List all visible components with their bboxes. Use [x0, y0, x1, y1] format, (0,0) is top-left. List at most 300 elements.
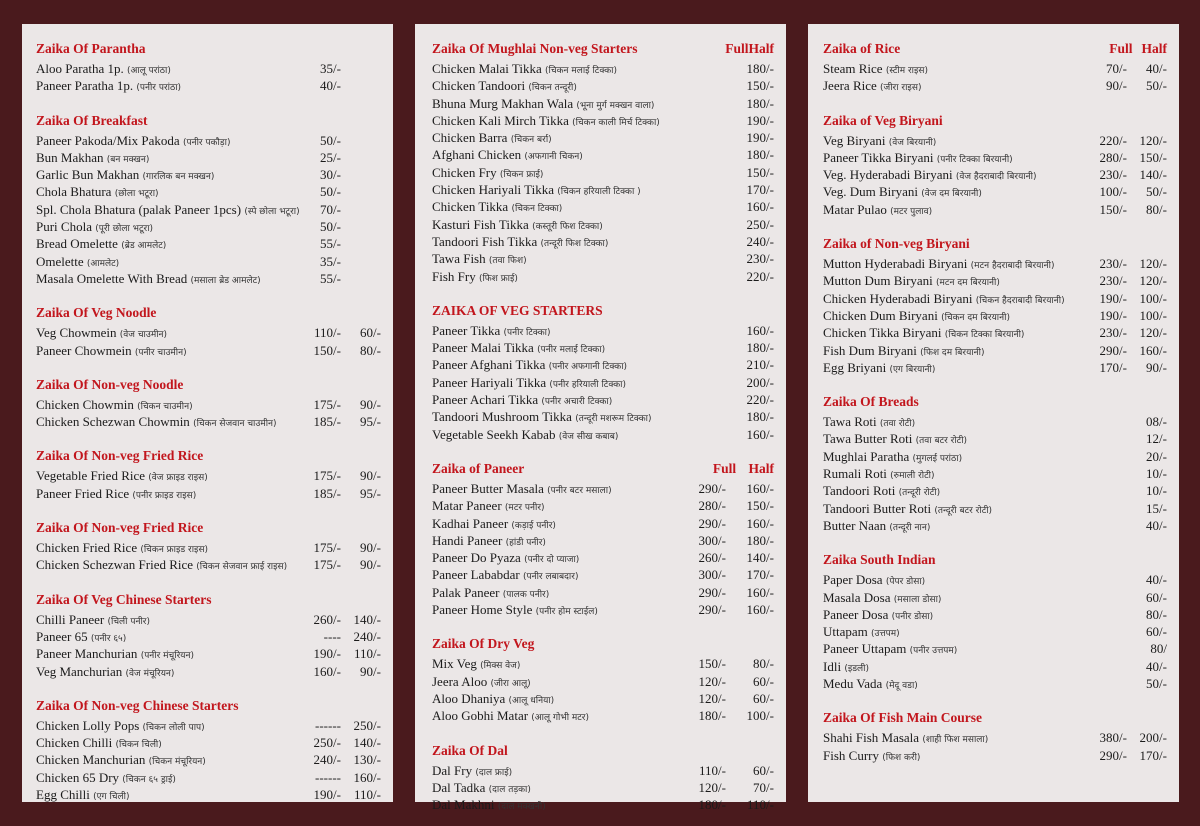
menu-section: [823, 41, 1167, 96]
price-full: 280/-: [698, 498, 726, 514]
menu-item: [36, 787, 381, 804]
item-hindi-name: (पनीर टिक्का बिरयानी): [936, 154, 1013, 165]
item-name-cell: [36, 133, 303, 149]
item-name-cell: [823, 748, 1075, 764]
price-half: 220/-: [746, 268, 774, 284]
menu-item: [432, 656, 774, 673]
price-half: 180/-: [746, 147, 774, 163]
item-name-cell: [432, 763, 674, 779]
item-hindi-name: (आलू परांठा): [126, 66, 171, 76]
item-hindi-name: (जीरा राइस): [880, 83, 922, 94]
item-name-cell: [823, 414, 1075, 430]
menu-section: [823, 394, 1167, 535]
menu-item: [36, 557, 381, 574]
item-name: Paneer Malai Tikka: [432, 340, 534, 356]
item-hindi-name: (आलू गोभी मटर): [531, 713, 589, 724]
item-name: Bhuna Murg Makhan Wala: [432, 95, 574, 111]
menu-item: [432, 96, 774, 113]
menu-item: [36, 150, 381, 167]
menu-item: [36, 61, 381, 78]
item-hindi-name: (पनीर होम स्टाईल): [535, 607, 598, 618]
menu-item: [432, 182, 774, 199]
price-half: 250/-: [353, 717, 381, 733]
price-half: 210/-: [746, 357, 774, 373]
price-full: 290/-: [698, 480, 726, 496]
menu-section: [432, 743, 774, 815]
menu-item: [823, 659, 1167, 676]
section-header: [36, 448, 381, 468]
price-full: 55/-: [320, 236, 341, 252]
item-name: Chicken Dum Biryani: [823, 307, 938, 323]
item-name-cell: [823, 676, 1075, 692]
item-name-cell: [823, 449, 1075, 465]
item-hindi-name: (रुमाली रोटी): [890, 471, 935, 482]
item-name-cell: [823, 659, 1075, 675]
menu-item: [36, 167, 381, 184]
item-name: Veg. Hyderabadi Biryani: [823, 167, 953, 183]
section-title: Zaika Of Breads: [823, 394, 919, 410]
menu-item: [823, 483, 1167, 500]
item-hindi-name: (पनीर पकौड़ा): [182, 137, 231, 148]
item-name: Tandoori Butter Roti: [823, 500, 932, 516]
section-title: Zaika Of Dal: [432, 742, 508, 758]
half-column-header: Half: [748, 460, 774, 476]
price-full: 220/-: [1099, 132, 1127, 148]
price-half: 10/-: [1146, 483, 1167, 499]
section-title: Zaika Of Non-veg Fried Rice: [36, 520, 204, 536]
menu-panel-1: [22, 24, 393, 802]
item-name: Kadhai Paneer: [432, 515, 509, 531]
item-name-cell: [823, 167, 1075, 183]
price-full: 260/-: [313, 611, 341, 627]
menu-item: [823, 325, 1167, 342]
item-name: Paneer Hariyali Tikka: [432, 374, 547, 390]
item-name: Chicken Schezwan Fried Rice: [36, 557, 194, 573]
item-name: Jeera Aloo: [432, 673, 488, 689]
item-hindi-name: (पनीर डोसा): [891, 611, 934, 622]
menu-item: [823, 590, 1167, 607]
menu-item: [36, 219, 381, 236]
item-name-cell: [432, 147, 674, 163]
item-name-cell: [432, 182, 674, 198]
section-title: Zaika Of Dry Veg: [432, 636, 535, 652]
price-half: 60/-: [753, 673, 774, 689]
menu-item: [36, 78, 381, 95]
price-full: 110/-: [699, 762, 726, 778]
item-name: Dal Makhni: [432, 797, 495, 813]
item-name: Steam Rice: [823, 61, 883, 76]
menu-item: [432, 234, 774, 251]
item-hindi-name: (पनीर फ्राइड राइस): [132, 490, 197, 501]
menu-item: [823, 291, 1167, 308]
item-name: Paneer Tikka: [432, 322, 501, 338]
item-name: Chicken Fry: [432, 164, 497, 180]
item-name-cell: [432, 357, 674, 373]
item-name: Chicken 65 Dry: [36, 769, 120, 785]
item-hindi-name: (चिकन चाउमीन): [137, 401, 193, 412]
item-name-cell: [36, 664, 303, 680]
item-name-cell: [432, 498, 674, 514]
item-name-cell: [823, 291, 1075, 307]
item-hindi-name: (पनीर चाउमीन): [134, 347, 187, 358]
item-name-cell: [823, 256, 1075, 272]
item-hindi-name: (मसाला ब्रेड आमलेट): [190, 275, 261, 286]
item-hindi-name: (वेज बिरयानी): [888, 137, 937, 148]
item-name: Chicken Malai Tikka: [432, 61, 542, 76]
item-name: Paneer Chowmein: [36, 342, 132, 358]
item-name: Uttapam: [823, 624, 868, 640]
item-name-cell: [432, 656, 674, 672]
section-header: [36, 592, 381, 612]
item-hindi-name: (मटन हैदराबादी बिरयानी): [970, 261, 1055, 272]
item-name-cell: [823, 518, 1075, 534]
section-title: Zaika Of Non-veg Noodle: [36, 376, 184, 392]
item-hindi-name: (चिकन लोली पाप): [142, 722, 205, 733]
price-half: 40/-: [1146, 517, 1167, 533]
item-name-cell: [823, 202, 1075, 218]
item-name: Paneer Do Pyaza: [432, 550, 521, 566]
price-full: 175/-: [313, 540, 341, 556]
menu-item: [432, 780, 774, 797]
item-hindi-name: (फिश करी): [882, 752, 921, 763]
item-name-cell: [36, 150, 303, 166]
price-half: 160/-: [353, 769, 381, 785]
price-half: 110/-: [354, 646, 381, 662]
item-hindi-name: (कस्तूरी फिश टिक्का): [532, 221, 603, 232]
price-full: 290/-: [1099, 747, 1127, 763]
item-hindi-name: (एग चिली): [93, 792, 130, 803]
item-hindi-name: (चिकन काली मिर्च टिक्का): [572, 117, 660, 128]
price-half: 200/-: [1139, 730, 1167, 746]
price-half: 80/-: [753, 656, 774, 672]
menu-item: [823, 676, 1167, 693]
item-name: Jeera Rice: [823, 78, 877, 94]
item-name: Vegetable Seekh Kabab: [432, 426, 556, 442]
menu-item: [432, 602, 774, 619]
price-full: 230/-: [1099, 325, 1127, 341]
menu-item: [36, 629, 381, 646]
menu-item: [36, 343, 381, 360]
price-half: 140/-: [353, 735, 381, 751]
item-name-cell: [432, 199, 674, 215]
item-hindi-name: (स्टीम राइस): [885, 66, 928, 76]
price-full: ------: [315, 717, 341, 733]
menu-item: [432, 763, 774, 780]
price-full: 290/-: [1099, 342, 1127, 358]
price-half: 160/-: [746, 584, 774, 600]
item-name-cell: [36, 236, 303, 252]
menu-item: [432, 674, 774, 691]
item-hindi-name: (आलू धनिया): [508, 695, 555, 706]
item-hindi-name: (वेज फ्राइड राइस): [148, 473, 208, 484]
price-full: 25/-: [320, 149, 341, 165]
item-name: Rumali Roti: [823, 466, 887, 482]
price-half: 20/-: [1146, 448, 1167, 464]
menu-item: [432, 797, 774, 814]
menu-item: [432, 147, 774, 164]
item-name-cell: [36, 468, 303, 484]
price-full: 300/-: [698, 567, 726, 583]
item-name-cell: [432, 340, 674, 356]
item-name: Paneer Home Style: [432, 602, 533, 618]
price-half: 150/-: [746, 498, 774, 514]
item-name: Chicken Manchurian: [36, 752, 146, 768]
menu-item: [823, 360, 1167, 377]
item-name: Vegetable Fried Rice: [36, 468, 146, 484]
item-hindi-name: (तन्दूरी नान): [889, 522, 931, 533]
price-half: 90/-: [1146, 359, 1167, 375]
item-name: Paneer Uttapam: [823, 641, 907, 657]
item-name-cell: [432, 61, 674, 77]
price-half: 40/-: [1146, 61, 1167, 76]
section-header: [36, 520, 381, 540]
price-full: 230/-: [1099, 256, 1127, 272]
half-column-header: Half: [1141, 41, 1167, 56]
item-hindi-name: (तवा बटर रोटी): [915, 436, 968, 447]
item-name-cell: [432, 708, 674, 724]
item-hindi-name: (चिकन सेजवान फ्राई राइस): [196, 562, 288, 573]
item-name: Chicken Chowmin: [36, 396, 134, 412]
price-full: 70/-: [320, 201, 341, 217]
price-half: 60/-: [1146, 589, 1167, 605]
item-name: Paneer Achari Tikka: [432, 392, 539, 408]
menu-item: [823, 150, 1167, 167]
menu-item: [823, 133, 1167, 150]
section-header: [36, 41, 381, 61]
item-name-cell: [432, 96, 674, 112]
item-name: Butter Naan: [823, 517, 887, 533]
price-half: 190/-: [746, 130, 774, 146]
menu-item: [823, 449, 1167, 466]
price-half: 100/-: [746, 708, 774, 724]
item-name-cell: [432, 691, 674, 707]
menu-item: [36, 735, 381, 752]
section-title: Zaika Of Non-veg Chinese Starters: [36, 697, 239, 713]
price-half: 150/-: [746, 164, 774, 180]
section-header: [823, 394, 1167, 414]
item-name-cell: [36, 414, 303, 430]
item-name-cell: [36, 397, 303, 413]
item-name: Chicken Schezwan Chowmin: [36, 414, 190, 430]
section-header: [432, 636, 774, 656]
item-name-cell: [432, 585, 674, 601]
full-column-header: Full: [1109, 41, 1133, 56]
menu-item: [432, 199, 774, 216]
price-half: 100/-: [1139, 290, 1167, 306]
item-name: Chicken Tandoori: [432, 78, 526, 94]
item-hindi-name: (पालक पनीर): [502, 589, 550, 600]
item-name-cell: [432, 78, 674, 94]
item-name-cell: [36, 629, 303, 645]
item-name: Tandoori Roti: [823, 483, 896, 499]
item-name-cell: [432, 602, 674, 618]
item-hindi-name: (शाही फिश मसाला): [922, 735, 989, 746]
item-name: Bread Omelette: [36, 236, 118, 252]
item-name: Garlic Bun Makhan: [36, 167, 140, 183]
price-full: 175/-: [313, 468, 341, 484]
item-hindi-name: (चिकन हैदराबादी बिरयानी): [975, 295, 1065, 306]
item-name: Paneer Fried Rice: [36, 485, 130, 501]
menu-panel-3: [808, 24, 1179, 802]
price-full: 290/-: [698, 515, 726, 531]
price-half: 200/-: [746, 374, 774, 390]
item-hindi-name: (पनीर टिक्का): [503, 327, 551, 338]
full-column-header: Full: [725, 41, 749, 56]
item-name: Aloo Paratha 1p.: [36, 61, 124, 76]
item-hindi-name: (फिश फ्राई): [478, 273, 518, 284]
section-title: Zaika Of Veg Chinese Starters: [36, 591, 212, 607]
item-name: Chicken Hyderabadi Biryani: [823, 290, 973, 306]
item-name: Puri Chola: [36, 219, 92, 235]
half-column-header: Half: [748, 41, 774, 56]
item-hindi-name: (गारलिक बन मक्खन): [142, 172, 215, 183]
menu-item: [823, 414, 1167, 431]
item-name: Chicken Fried Rice: [36, 540, 138, 556]
item-name-cell: [823, 624, 1075, 640]
price-full: 380/-: [1099, 730, 1127, 746]
section-title: Zaika Of Mughlai Non-veg Starters: [432, 41, 638, 56]
section-header: [432, 461, 774, 481]
menu-section: [823, 552, 1167, 693]
section-header: [36, 377, 381, 397]
item-hindi-name: (दाल फ्राई): [475, 767, 513, 778]
item-name: Paper Dosa: [823, 572, 883, 588]
price-half: 110/-: [354, 787, 381, 803]
menu-item: [823, 607, 1167, 624]
item-name: Paneer Afghani Tikka: [432, 357, 546, 373]
item-name: Aloo Dhaniya: [432, 690, 506, 706]
item-hindi-name: (पनीर अफगानी टिक्का): [548, 362, 628, 373]
menu-item: [36, 202, 381, 219]
item-name: Paneer Manchurian: [36, 646, 138, 662]
section-title: Zaika Of Fish Main Course: [823, 710, 983, 726]
item-hindi-name: (तन्दूरी मशरूम टिक्का): [575, 414, 652, 425]
item-hindi-name: (मुगलई परांठा): [912, 453, 963, 464]
item-name: Omelette: [36, 253, 84, 269]
item-name: Matar Pulao: [823, 201, 887, 217]
item-name-cell: [823, 431, 1075, 447]
item-name: Paneer Lababdar: [432, 567, 520, 583]
item-hindi-name: (पनीर दो प्याजा): [524, 555, 580, 566]
menu-section: [36, 520, 381, 575]
menu-item: [432, 269, 774, 286]
menu-item: [823, 466, 1167, 483]
item-name-cell: [36, 343, 303, 359]
menu-item: [823, 641, 1167, 658]
price-half: 95/-: [360, 485, 381, 501]
item-hindi-name: (चिकन ६५ ड्राई): [122, 774, 176, 785]
item-name-cell: [432, 323, 674, 339]
price-full: 180/-: [698, 797, 726, 813]
item-hindi-name: (फिश दम बिरयानी): [920, 347, 985, 358]
price-full: ------: [315, 769, 341, 785]
price-half: 180/-: [746, 409, 774, 425]
price-half: 180/-: [746, 340, 774, 356]
item-hindi-name: (तन्दूरी बटर रोटी): [934, 505, 993, 516]
item-hindi-name: (उत्तपम): [871, 629, 900, 640]
item-hindi-name: (वेज मंचूरियन): [125, 668, 175, 679]
item-name-cell: [823, 273, 1075, 289]
price-half: 180/-: [746, 532, 774, 548]
price-half: 160/-: [1139, 342, 1167, 358]
price-half: 90/-: [360, 540, 381, 556]
price-full: 240/-: [313, 752, 341, 768]
price-full: 190/-: [1099, 307, 1127, 323]
section-header: [36, 698, 381, 718]
price-full: 185/-: [313, 414, 341, 430]
item-name: Chicken Barra: [432, 130, 508, 146]
menu-item: [823, 501, 1167, 518]
price-full: 300/-: [698, 532, 726, 548]
price-half: 10/-: [1146, 466, 1167, 482]
item-hindi-name: (हांडी पनीर): [505, 537, 546, 548]
section-title: Zaika of Paneer: [432, 460, 525, 476]
item-name-cell: [823, 501, 1075, 517]
item-name-cell: [36, 202, 303, 218]
price-full: 280/-: [1099, 149, 1127, 165]
menu-item: [432, 481, 774, 498]
menu-item: [432, 533, 774, 550]
price-half: 90/-: [360, 663, 381, 679]
item-name: Paneer Dosa: [823, 606, 889, 622]
menu-item: [432, 130, 774, 147]
price-full: 110/-: [314, 325, 341, 341]
price-half: 08/-: [1146, 414, 1167, 430]
item-name-cell: [432, 533, 674, 549]
menu-item: [432, 217, 774, 234]
menu-item: [36, 397, 381, 414]
price-full: 190/-: [313, 787, 341, 803]
full-column-header: Full: [712, 460, 737, 476]
menu-item: [36, 325, 381, 342]
item-name: Paneer Butter Masala: [432, 480, 544, 496]
price-half: 60/-: [360, 325, 381, 341]
menu-item: [823, 343, 1167, 360]
item-name-cell: [823, 607, 1075, 623]
item-name: Paneer Pakoda/Mix Pakoda: [36, 132, 180, 148]
item-name: Tawa Butter Roti: [823, 431, 913, 447]
item-name: Masala Omelette With Bread: [36, 270, 188, 286]
section-title: Zaika South Indian: [823, 552, 936, 568]
item-hindi-name: (स्पे छोला भटूरा): [244, 206, 300, 217]
section-title: Zaika Of Breakfast: [36, 112, 148, 128]
item-name: Kasturi Fish Tikka: [432, 216, 529, 232]
item-hindi-name: (चिकन मलाई टिक्का): [545, 66, 617, 76]
item-name-cell: [432, 217, 674, 233]
section-header: [432, 303, 774, 323]
menu-item: [823, 273, 1167, 290]
price-full: 55/-: [320, 270, 341, 286]
menu-item: [823, 256, 1167, 273]
item-hindi-name: (मिक्स वेज): [480, 661, 521, 672]
price-half: 90/-: [360, 468, 381, 484]
item-name-cell: [823, 641, 1075, 657]
item-name: Chola Bhatura: [36, 184, 112, 200]
price-half: 100/-: [1139, 307, 1167, 323]
item-hindi-name: (बन मक्खन): [106, 154, 150, 165]
item-name-cell: [432, 516, 674, 532]
item-name-cell: [823, 133, 1075, 149]
section-title: ZAIKA OF VEG STARTERS: [432, 302, 603, 318]
menu-item: [36, 664, 381, 681]
menu-item: [432, 691, 774, 708]
price-half: 170/-: [746, 567, 774, 583]
item-name-cell: [823, 184, 1075, 200]
menu-item: [432, 409, 774, 426]
item-hindi-name: (मेदू वडा): [885, 681, 918, 692]
price-full: ----: [323, 628, 341, 644]
price-half: 160/-: [746, 322, 774, 338]
